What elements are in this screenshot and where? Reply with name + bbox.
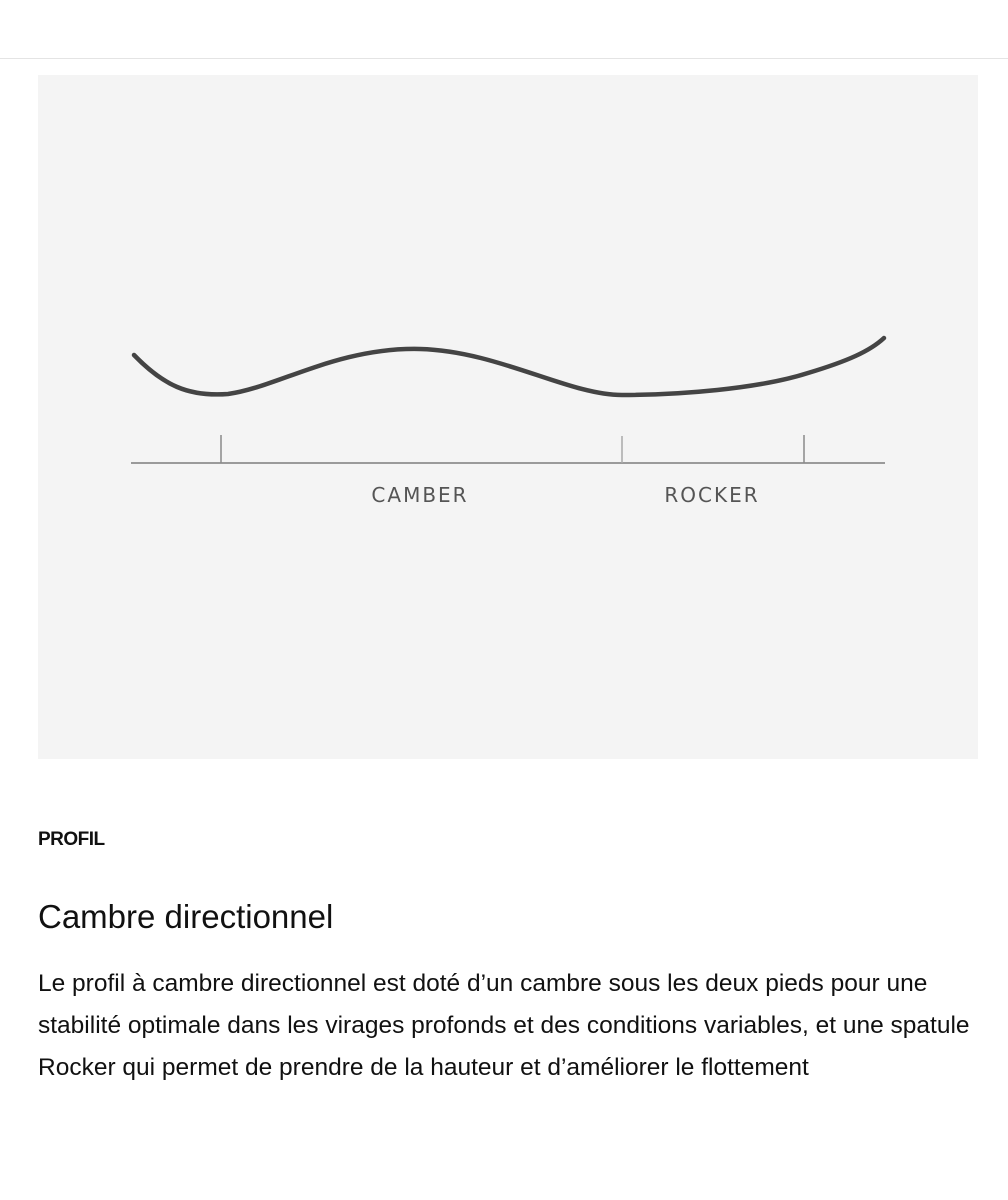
camber-label: CAMBER — [371, 483, 469, 507]
profile-description: Le profil à cambre directionnel est doté d’un cambre sous les deux pieds pour une stabilité optimale dans les virages profonds et des conditions variables, et une spatule Rocker qui permet de prendre de la hauteur et d’améliorer le flottement — [38, 970, 970, 1081]
rocker-label: ROCKER — [664, 483, 760, 507]
profile-diagram-svg — [38, 75, 978, 759]
section-eyebrow: PROFIL — [38, 829, 105, 850]
profile-title: Cambre directionnel — [38, 898, 334, 935]
board-profile-curve — [134, 338, 884, 395]
profile-diagram — [38, 75, 978, 759]
top-header-bar — [0, 0, 1008, 59]
